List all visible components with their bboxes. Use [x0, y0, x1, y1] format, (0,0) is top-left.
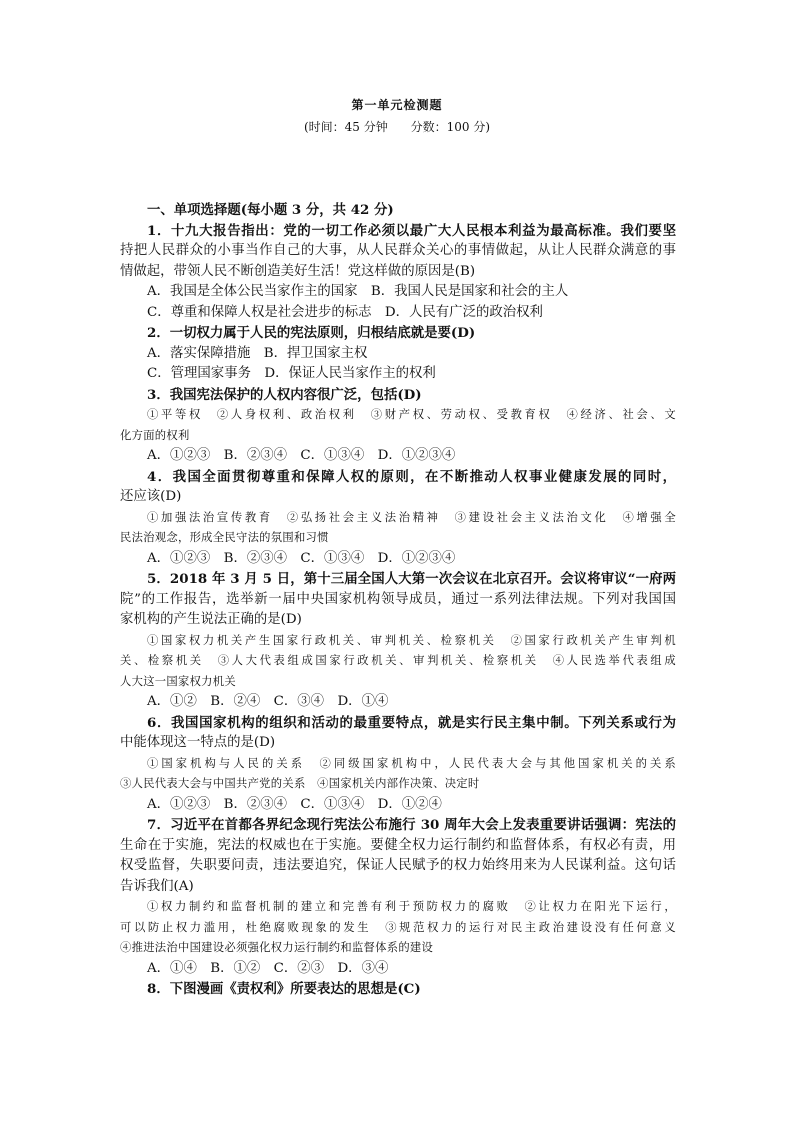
question-5-choices: 人大这一国家权力机关	[120, 674, 236, 688]
question-6-stem-cont: 中能体现这一特点的是(D)	[120, 735, 276, 750]
question-1-options: A．我国是全体公民当家作主的国家 B．我国人民是国家和社会的主人	[147, 284, 569, 299]
question-7-choices: ④推进法治中国建设必须强化权力运行制约和监督体系的建设	[120, 941, 434, 954]
question-5-stem: 5．2018 年 3 月 5 日，第十三届全国人大第一次会议在北京召开。会议将审议“一府两	[147, 571, 676, 587]
question-5-stem-cont: 家机构的产生说法正确的是(D)	[120, 612, 302, 627]
question-5-choices: 关、检察机关 ③人大代表组成国家行政机关、审判机关、检察机关 ④人民选举代表组成	[120, 654, 676, 667]
question-6-choices: ①国家机构与人民的关系 ②同级国家机构中，人民代表大会与其他国家机关的关系	[147, 756, 676, 770]
question-1-stem-cont: 情做起，带领人民不断创造美好生活！党这样做的原因是(B)	[120, 263, 476, 279]
question-7-choices: ①权力制约和监督机制的建立和完善有利于预防权力的腐败 ②让权力在阳光下运行，	[147, 900, 676, 913]
question-7-stem-cont: 告诉我们(A)	[120, 878, 194, 894]
question-3-choices: ①平等权 ②人身权利、政治权利 ③财产权、劳动权、受教育权 ④经济、社会、文	[147, 408, 676, 421]
question-5-stem-cont: 院”的工作报告，选举新一届中央国家机构领导成员，通过一系列法律法规。下列对我国国	[120, 591, 676, 607]
question-1-options: C．尊重和保障人权是社会进步的标志 D．人民有广泛的政治权利	[147, 304, 543, 320]
question-1-stem: 1．十九大报告指出：党的一切工作必须以最广大人民根本利益为最高标准。我们要坚	[147, 222, 676, 239]
question-4-options: A．①②③ B．②③④ C．①③④ D．①②③④	[147, 550, 456, 566]
question-6-choices: ③人民代表大会与中国共产党的关系 ④国家机关内部作决策、决定时	[120, 777, 480, 790]
question-7-stem: 7．习近平在首都各界纪念现行宪法公布施行 30 周年大会上发表重要讲话强调：宪法的	[147, 817, 676, 833]
question-content	[120, 200, 676, 1000]
question-2-options: C．管理国家事务 D．保证人民当家作主的权利	[147, 366, 436, 381]
question-7-stem-cont: 权受监督，失职要问责，违法要追究，保证人民赋予的权力始终用来为人民谋利益。这句话	[120, 858, 676, 873]
section-heading: 一、单项选择题(每小题 3 分，共 42 分)	[147, 202, 394, 218]
question-3-choices: 化方面的权利	[120, 428, 190, 442]
question-6-options: A．①②③ B．②③④ C．①③④ D．①②④	[147, 796, 442, 812]
question-5-choices: ①国家权力机关产生国家行政机关、审判机关、检察机关 ②国家行政机关产生审判机	[147, 633, 676, 647]
question-2-options: A．落实保障措施 B．捍卫国家主权	[147, 345, 368, 361]
question-4-choices: 民法治观念，形成全民守法的氛围和习惯	[120, 531, 329, 544]
page-title: 第一单元检测题	[351, 98, 443, 112]
question-3-stem: 3．我国宪法保护的人权内容很广泛，包括(D)	[147, 386, 422, 403]
question-4-choices: ①加强法治宣传教育 ②弘扬社会主义法治精神 ③建设社会主义法治文化 ④增强全	[147, 510, 676, 524]
question-1-stem-cont: 持把人民群众的小事当作自己的大事，从人民群众关心的事情做起，从让人民群众满意的事	[120, 243, 676, 258]
question-5-options: A．①② B．②④ C．③④ D．①④	[147, 694, 389, 709]
question-7-stem-cont: 生命在于实施，宪法的权威也在于实施。要健全权力运行制约和监督体系，有权必有责，用	[120, 837, 676, 853]
question-6-stem: 6．我国国家机构的组织和活动的最重要特点，就是实行民主集中制。下列关系或行为	[147, 714, 676, 731]
question-3-options: A．①②③ B．②③④ C．①③④ D．①②③④	[147, 448, 456, 463]
question-4-stem: 4．我国全面贯彻尊重和保障人权的原则，在不断推动人权事业健康发展的同时，	[147, 468, 676, 485]
question-2-stem: 2．一切权力属于人民的宪法原则，归根结底就是要(D)	[147, 325, 476, 341]
page-subtitle: (时间：45 分钟 分数：100 分)	[303, 120, 491, 134]
question-7-options: A．①④ B．①② C．②③ D．③④	[147, 960, 389, 976]
question-7-choices: 可以防止权力滥用，杜绝腐败现象的发生 ③规范权力的运行对民主政治建设没有任何意义	[120, 920, 676, 934]
question-8-stem: 8．下图漫画《责权利》所要表达的思想是(C)	[147, 981, 421, 997]
question-4-stem-cont: 还应该(D)	[120, 489, 182, 504]
